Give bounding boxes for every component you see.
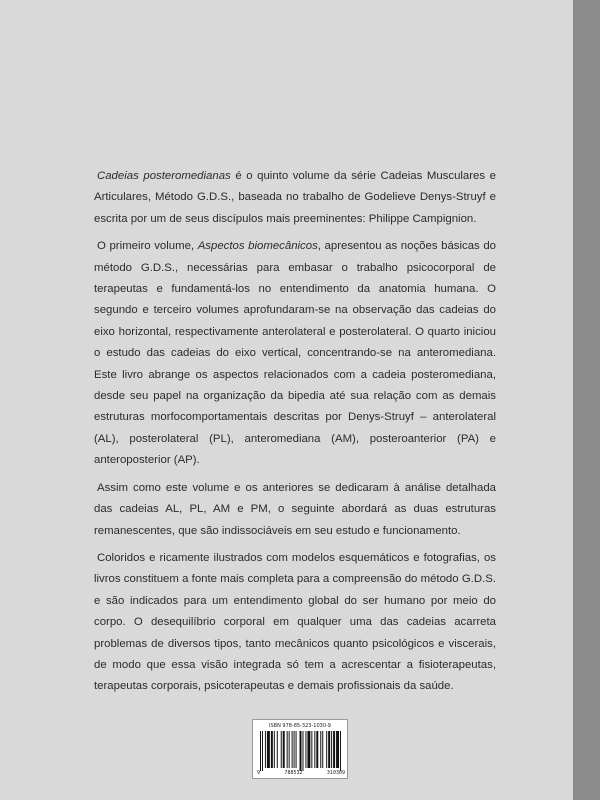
barcode-bar	[267, 731, 270, 768]
barcode-bar	[302, 731, 303, 771]
paragraph-4	[94, 548, 496, 698]
barcode-bar	[294, 731, 295, 768]
barcode-bar	[340, 731, 341, 771]
spine-strip	[573, 0, 600, 800]
barcode-bar	[283, 731, 285, 768]
barcode-bar	[336, 731, 339, 768]
back-cover-text	[94, 166, 496, 698]
paragraph-1	[94, 166, 496, 230]
paragraph-text: Coloridos e ricamente ilustrados com modelos esquemáticos e fotografias, os livros constituem a fonte mais completa para a compreensão do método G.D.S. e são indicados para um entendimento global do ser humano por meio do corpo. O desequilíbrio corporal em qualquer uma das cadeias acarreta problemas de diversos tipos, tanto mecânicos quanto psicológicos e viscerais, de modo que essa visão integrada só tem a acrescentar a fisioterapeutas, terapeutas corporais, psicoterapeutas e demais profissionais da saúde.	[94, 551, 496, 693]
barcode-bar	[300, 731, 302, 771]
barcode-bar	[320, 731, 321, 768]
barcode-bar	[316, 731, 318, 768]
barcode-bar	[333, 731, 335, 768]
barcode-bar	[311, 731, 312, 768]
barcode-bar	[289, 731, 290, 768]
barcode-bar	[260, 731, 261, 771]
paragraph-text: Assim como este volume e os anteriores se dedicaram à análise detalhada das cadeias AL, PL, AM e PM, o seguinte abordará as duas estruturas remanescentes, que são indissociáveis em seu estudo e funcionamento.	[94, 481, 496, 537]
barcode-bar	[322, 731, 323, 768]
barcode-bar	[307, 731, 310, 768]
barcode-bar	[274, 731, 275, 768]
isbn-number: ISBN 978-85-323-1030-9	[269, 723, 331, 729]
barcode-bar	[287, 731, 288, 768]
barcode-bar	[271, 731, 273, 768]
barcode-bar	[331, 731, 332, 768]
volume-title-italic: Aspectos biomecânicos	[197, 240, 318, 253]
book-title-italic: Cadeias posteromedianas	[97, 170, 231, 182]
paragraph-text: O primeiro volume,	[97, 240, 198, 253]
barcode-bar	[326, 731, 327, 768]
barcode-digit-group-1: 788532	[284, 770, 303, 776]
paragraph-3	[94, 478, 496, 542]
barcode-bar	[265, 731, 266, 768]
barcode-digits	[257, 770, 345, 776]
barcode-bar	[281, 731, 282, 768]
barcode-digit-prefix: 9	[257, 770, 261, 776]
barcode-bar	[277, 731, 278, 768]
paragraph-text: é o quinto volume da série Cadeias Musculares e Articulares, Método G.D.S., baseada no trabalho de Godelieve Denys-Struyf e escrita por um de seus discípulos mais preeminentes: Philippe Campignion.	[94, 170, 496, 225]
paragraph-text: , apresentou as noções básicas do método G.D.S., necessárias para embasar o trabalho psicocorporal de terapeutas e fundamentá-los no entendimento da anatomia humana. O segundo e terceiro volumes aprofundaram-se na observação das cadeias do eixo horizontal, respectivamente anterolateral e posterolateral. O quarto iniciou o estudo das cadeias do eixo vertical, concentrando-se na anteromediana. Este livro abrange os aspectos relacionados com a cadeia posteromediana, desde seu papel na organização da bipedia até sua relação com as demais estruturas morfocomportamentais descritas por Denys-Struyf – anterolateral (AL), posterolateral (PL), anteromediana (AM), posteroanterior (PA) e anteroposterior (AP).	[94, 240, 496, 467]
barcode-bar	[305, 731, 306, 768]
paragraph-2	[94, 236, 496, 471]
barcode-bar	[314, 731, 315, 768]
barcode-bar	[296, 731, 297, 768]
isbn-barcode	[252, 719, 348, 779]
barcode-bars	[260, 731, 342, 771]
barcode-digit-group-2: 310309	[326, 770, 345, 776]
barcode-bar	[262, 731, 263, 771]
barcode-bar	[292, 731, 293, 768]
barcode-bar	[328, 731, 330, 768]
